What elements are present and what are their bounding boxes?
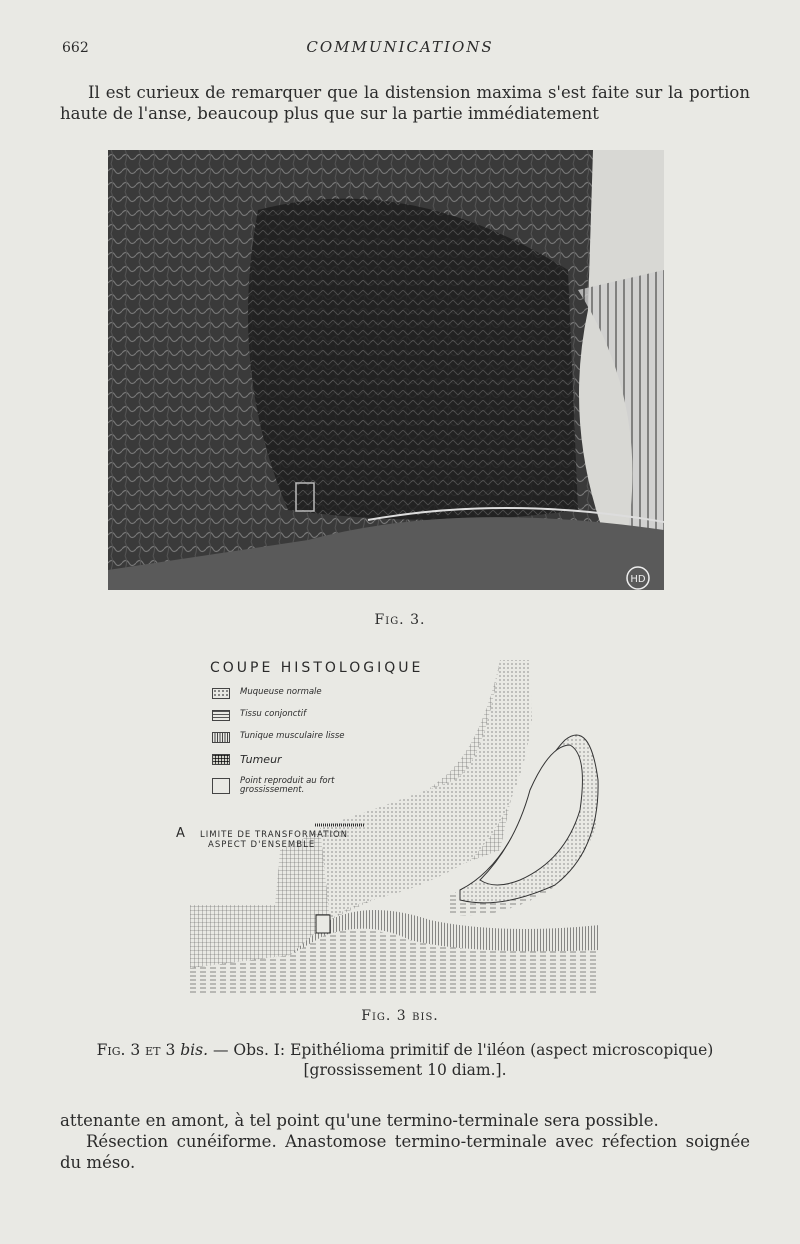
caption-rest: — Obs. I: Epithélioma primitif de l'iléon (aspect microscopique) <box>208 1041 714 1059</box>
annotation-limit <box>200 830 348 850</box>
running-head: COMMUNICATIONS <box>306 38 494 56</box>
paragraph-3: attenante en amont, à tel point qu'une termino-terminale sera possible. <box>60 1111 659 1130</box>
histology-diagram <box>170 650 615 1005</box>
detail-point-box <box>316 915 330 933</box>
caption-line-1 <box>60 1040 750 1060</box>
paragraph-1: Il est curieux de remarquer que la distension maxima s'est faite sur la portion haute de l'anse, beaucoup plus que sur la partie immédiatement <box>60 83 750 123</box>
annotation-letter: A <box>176 826 185 841</box>
legend-label: Tumeur <box>240 753 282 766</box>
legend-label: Tissu conjonctif <box>240 709 307 719</box>
annotation-line-1: LIMITE DE TRANSFORMATION <box>200 830 349 840</box>
legend-title: COUPE HISTOLOGIQUE <box>210 660 424 676</box>
page-number: 662 <box>62 40 89 56</box>
legend-label: Tunique musculaire lisse <box>240 731 345 741</box>
monogram: HD <box>630 574 646 585</box>
legend-swatch-empty <box>212 778 230 794</box>
legend-label: Point reproduit au fort grossissement. <box>240 776 335 795</box>
legend-swatch-dash <box>212 710 230 721</box>
caption-bis: bis. <box>180 1041 209 1059</box>
caption-lead: Fig. 3 et 3 <box>96 1041 176 1059</box>
micrograph-photo <box>108 150 664 590</box>
caption-line-2: [grossissement 10 diam.]. <box>303 1061 507 1079</box>
figure-3bis-caption: Fig. 3 bis. <box>361 1008 439 1024</box>
main-figure-caption <box>60 1040 750 1080</box>
legend-swatch-vertical <box>212 732 230 743</box>
figure-3-caption: Fig. 3. <box>374 612 426 628</box>
legend-swatch-grid <box>212 754 230 765</box>
paragraph-4: Résection cunéiforme. Anastomose termino-terminale avec réfection soignée du méso. <box>60 1132 750 1172</box>
legend-swatch-dots <box>212 688 230 699</box>
legend-label: Muqueuse normale <box>240 687 322 697</box>
annotation-line-2: ASPECT D'ENSEMBLE <box>208 840 316 850</box>
